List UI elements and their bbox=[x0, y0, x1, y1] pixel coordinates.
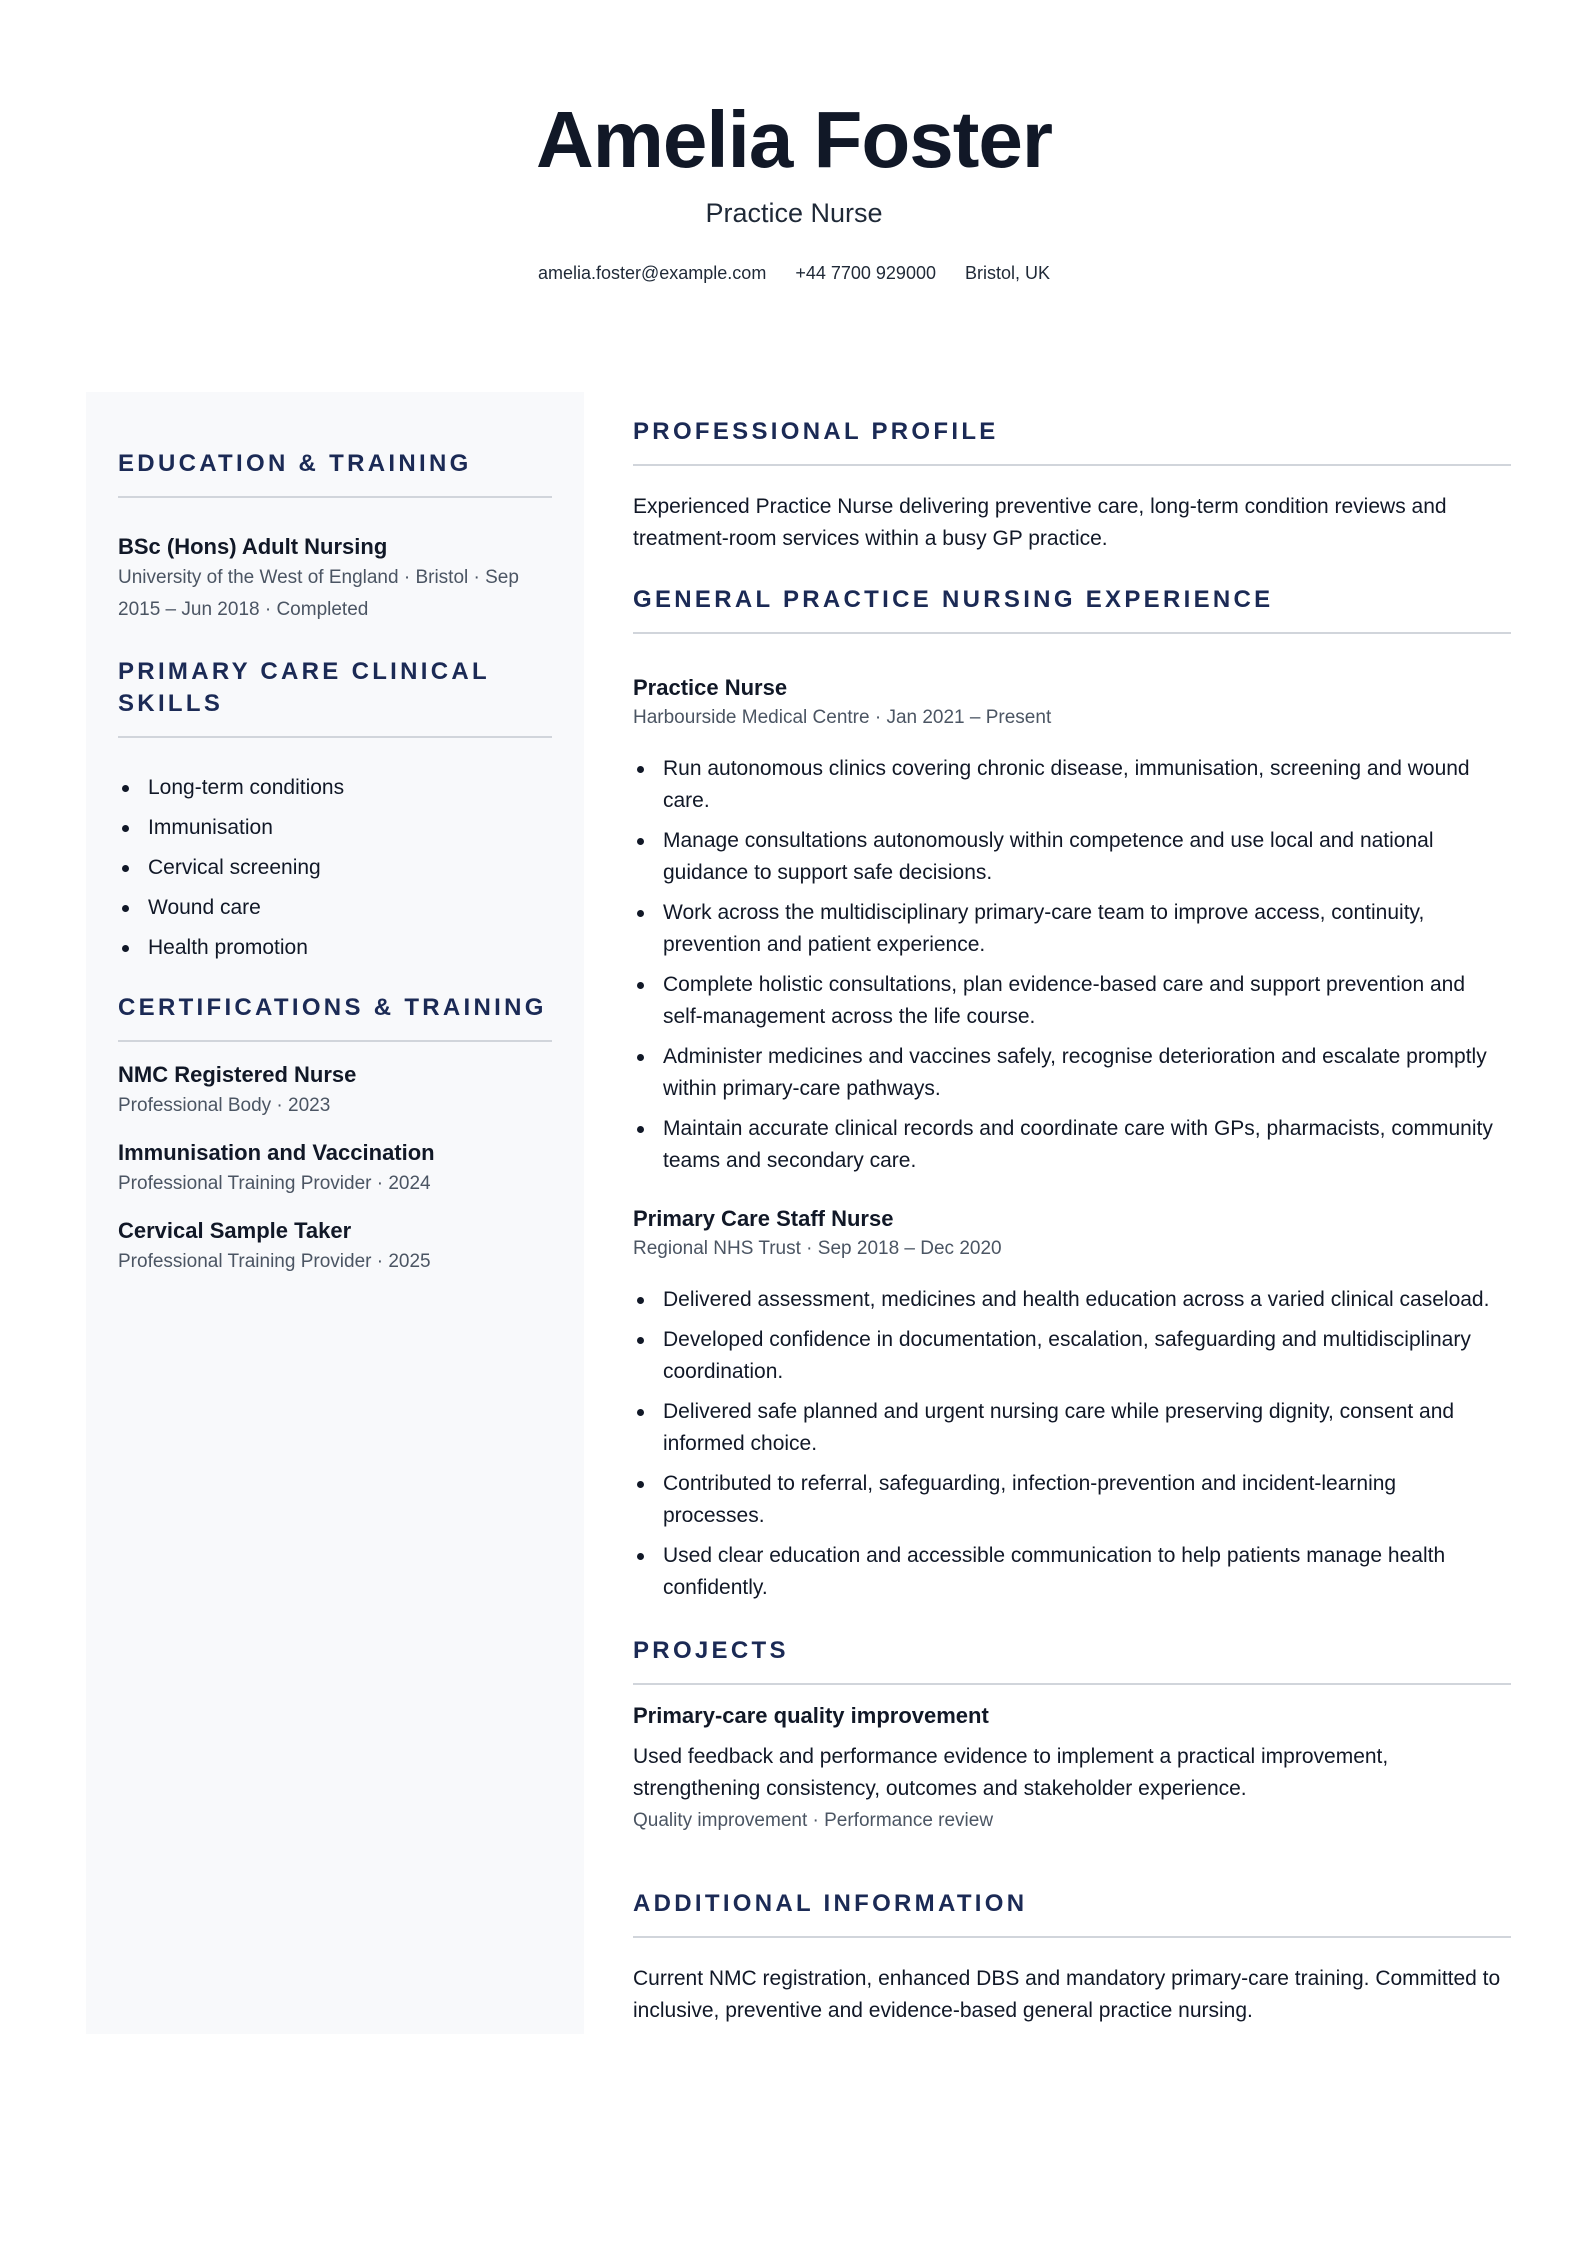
education-degree: BSc (Hons) Adult Nursing bbox=[118, 534, 388, 559]
job-bullet: Developed confidence in documentation, escalation, safeguarding and multidisciplinary coordination. bbox=[633, 1324, 1511, 1388]
section-divider bbox=[118, 496, 552, 498]
contact-location: Bristol, UK bbox=[965, 263, 1051, 283]
certification-meta: Professional Training Provider · 2024 bbox=[118, 1173, 431, 1194]
job-meta: Regional NHS Trust · Sep 2018 – Dec 2020 bbox=[633, 1238, 1002, 1259]
additional-text: Current NMC registration, enhanced DBS and mandatory primary-care training. Committed to bbox=[633, 1967, 1501, 1990]
certification-meta: Professional Training Provider · 2025 bbox=[118, 1251, 431, 1272]
profile-section-title: PROFESSIONAL PROFILE bbox=[633, 418, 999, 445]
candidate-role: Practice Nurse bbox=[705, 198, 883, 228]
section-divider bbox=[118, 736, 552, 738]
job-bullets bbox=[633, 1284, 1511, 1604]
education-meta-line: University of the West of England · Bristol · Sep bbox=[118, 567, 519, 588]
job-bullet: Run autonomous clinics covering chronic disease, immunisation, screening and wound care. bbox=[633, 753, 1511, 817]
additional-text: inclusive, preventive and evidence-based general practice nursing. bbox=[633, 1999, 1253, 2022]
skills-section-title: SKILLS bbox=[118, 690, 224, 717]
job-bullet: Manage consultations autonomously within competence and use local and national guidance to support safe decisions. bbox=[633, 825, 1511, 889]
skill-item: Immunisation bbox=[118, 812, 552, 844]
skill-item: Health promotion bbox=[118, 932, 552, 964]
project-description: Used feedback and performance evidence to implement a practical improvement, bbox=[633, 1745, 1389, 1768]
skills-section-title: PRIMARY CARE CLINICAL bbox=[118, 658, 490, 685]
experience-section-title: GENERAL PRACTICE NURSING EXPERIENCE bbox=[633, 586, 1274, 613]
projects-section-title: PROJECTS bbox=[633, 1637, 789, 1664]
contact-email[interactable]: amelia.foster@example.com bbox=[537, 263, 767, 283]
project-tags: Quality improvement · Performance review bbox=[633, 1810, 994, 1831]
job-bullet: Maintain accurate clinical records and coordinate care with GPs, pharmacists, community teams and secondary care. bbox=[633, 1113, 1511, 1177]
section-divider bbox=[633, 1936, 1511, 1938]
skill-item: Long-term conditions bbox=[118, 772, 552, 804]
job-bullet: Delivered assessment, medicines and health education across a varied clinical caseload. bbox=[633, 1284, 1511, 1316]
job-bullet: Work across the multidisciplinary primary-care team to improve access, continuity, prevention and patient experience. bbox=[633, 897, 1511, 961]
certification-meta: Professional Body · 2023 bbox=[118, 1095, 331, 1116]
certification-name: Cervical Sample Taker bbox=[118, 1218, 352, 1243]
certification-name: NMC Registered Nurse bbox=[118, 1062, 357, 1087]
skills-list bbox=[118, 772, 552, 964]
section-divider bbox=[633, 632, 1511, 634]
contact-phone[interactable]: +44 7700 929000 bbox=[795, 263, 936, 283]
job-bullet: Delivered safe planned and urgent nursing care while preserving dignity, consent and informed choice. bbox=[633, 1396, 1511, 1460]
sidebar bbox=[86, 392, 584, 2034]
section-divider bbox=[633, 464, 1511, 466]
job-bullets bbox=[633, 753, 1511, 1177]
skill-item: Cervical screening bbox=[118, 852, 552, 884]
job-meta: Harbourside Medical Centre · Jan 2021 – Present bbox=[633, 707, 1052, 728]
job-bullet: Complete holistic consultations, plan evidence-based care and support prevention and self-management across the life course. bbox=[633, 969, 1511, 1033]
profile-text: Experienced Practice Nurse delivering preventive care, long-term condition reviews and bbox=[633, 495, 1447, 518]
project-name: Primary-care quality improvement bbox=[633, 1703, 989, 1728]
project-description: strengthening consistency, outcomes and stakeholder experience. bbox=[633, 1777, 1247, 1800]
job-title: Primary Care Staff Nurse bbox=[633, 1206, 894, 1231]
job-title: Practice Nurse bbox=[633, 675, 788, 700]
contact-line bbox=[0, 261, 1588, 285]
additional-section-title: ADDITIONAL INFORMATION bbox=[633, 1890, 1028, 1917]
job-bullet: Administer medicines and vaccines safely, recognise deterioration and escalate promptly within primary-care pathways. bbox=[633, 1041, 1511, 1105]
section-divider bbox=[118, 1040, 552, 1042]
skill-item: Wound care bbox=[118, 892, 552, 924]
job-bullet: Contributed to referral, safeguarding, infection-prevention and incident-learning processes. bbox=[633, 1468, 1511, 1532]
candidate-name: Amelia Foster bbox=[535, 95, 1053, 184]
education-meta-line: 2015 – Jun 2018 · Completed bbox=[118, 599, 369, 620]
certification-name: Immunisation and Vaccination bbox=[118, 1140, 435, 1165]
education-section-title: EDUCATION & TRAINING bbox=[118, 450, 472, 477]
section-divider bbox=[633, 1683, 1511, 1685]
certifications-section-title: CERTIFICATIONS & TRAINING bbox=[118, 994, 547, 1021]
profile-text: treatment-room services within a busy GP practice. bbox=[633, 527, 1108, 550]
job-bullet: Used clear education and accessible communication to help patients manage health confidently. bbox=[633, 1540, 1511, 1604]
